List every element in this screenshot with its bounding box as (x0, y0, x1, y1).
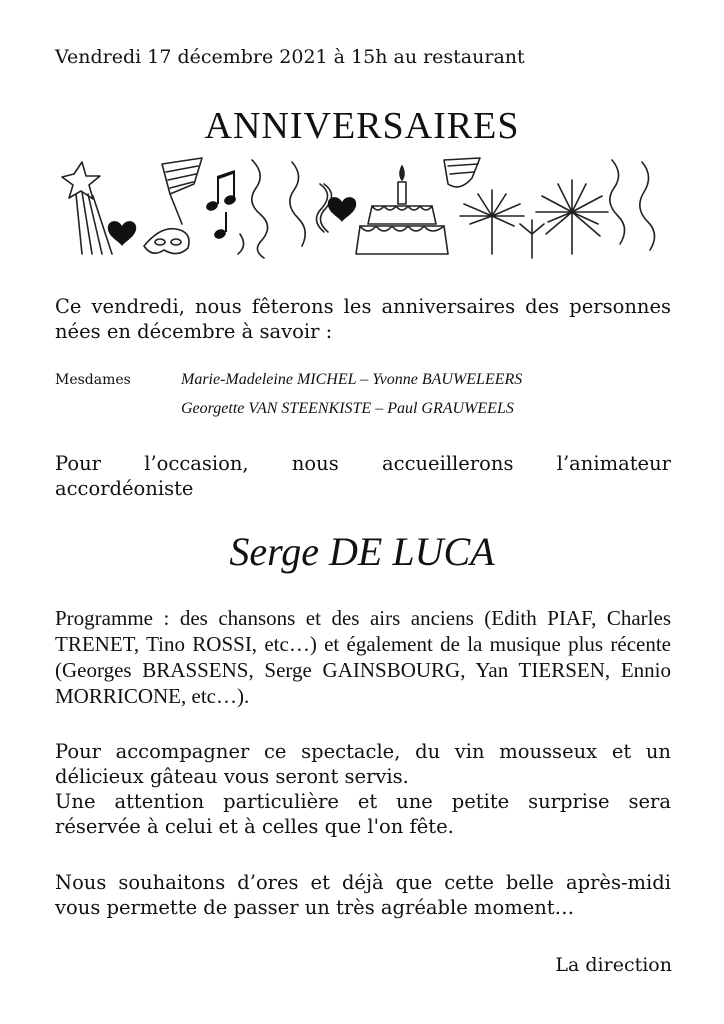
heart-icon (108, 221, 136, 246)
occasion-word: Pour (55, 452, 101, 475)
music-note-icon (205, 170, 237, 240)
intro-paragraph: Ce vendredi, nous fêterons les anniversaires des personnes nées en décembre à savoir : (55, 295, 671, 343)
performer-name: Serge DE LUCA (229, 529, 495, 574)
celebrants-row: Georgette VAN STEENKISTE – Paul GRAUWEELS (181, 400, 514, 417)
celebrants-label: Mesdames (55, 372, 131, 388)
programme-paragraph: Programme : des chansons et des airs anciens (Edith PIAF, Charles TRENET, Tino ROSSI, etc…) et également de la musique plus récente (Georges BRASSENS, Serge GAINSBOURG, Yan TIERSEN, Ennio MORRICONE, etc…). (55, 606, 671, 708)
flag-icon (162, 158, 202, 224)
event-dateline: Vendredi 17 décembre 2021 à 15h au restaurant (55, 46, 525, 68)
star-icon (62, 162, 112, 254)
cake-icon (356, 166, 448, 254)
wishes-paragraph: Nous souhaitons d’ores et déjà que cette belle après-midi vous permette de passer un très agréable moment… (55, 871, 671, 919)
accompaniment-line: Pour accompagner ce spectacle, du vin mousseux et un délicieux gâteau vous seront servis. (55, 740, 671, 788)
occasion-word: nous (291, 452, 339, 475)
fireworks-icon (460, 180, 608, 258)
accompaniment-line: Une attention particulière et une petite surprise sera réservée à celui et à celles que l'on fête. (55, 790, 671, 838)
party-mask-icon (144, 229, 189, 254)
accompaniment-paragraph (55, 739, 671, 839)
occasion-word: l’animateur (556, 452, 671, 475)
occasion-line (55, 451, 671, 476)
heart-icon (328, 197, 356, 222)
flag-icon (444, 158, 480, 187)
occasion-word: accueillerons (382, 452, 514, 475)
celebrants-row: Marie-Madeleine MICHEL – Yvonne BAUWELEERS (181, 371, 523, 388)
party-banner (52, 154, 672, 262)
occasion-word: l’occasion, (144, 452, 249, 475)
occasion-line: accordéoniste (55, 477, 194, 500)
page-title: ANNIVERSAIRES (204, 105, 520, 147)
occasion-paragraph (55, 451, 671, 501)
signature: La direction (555, 954, 672, 976)
